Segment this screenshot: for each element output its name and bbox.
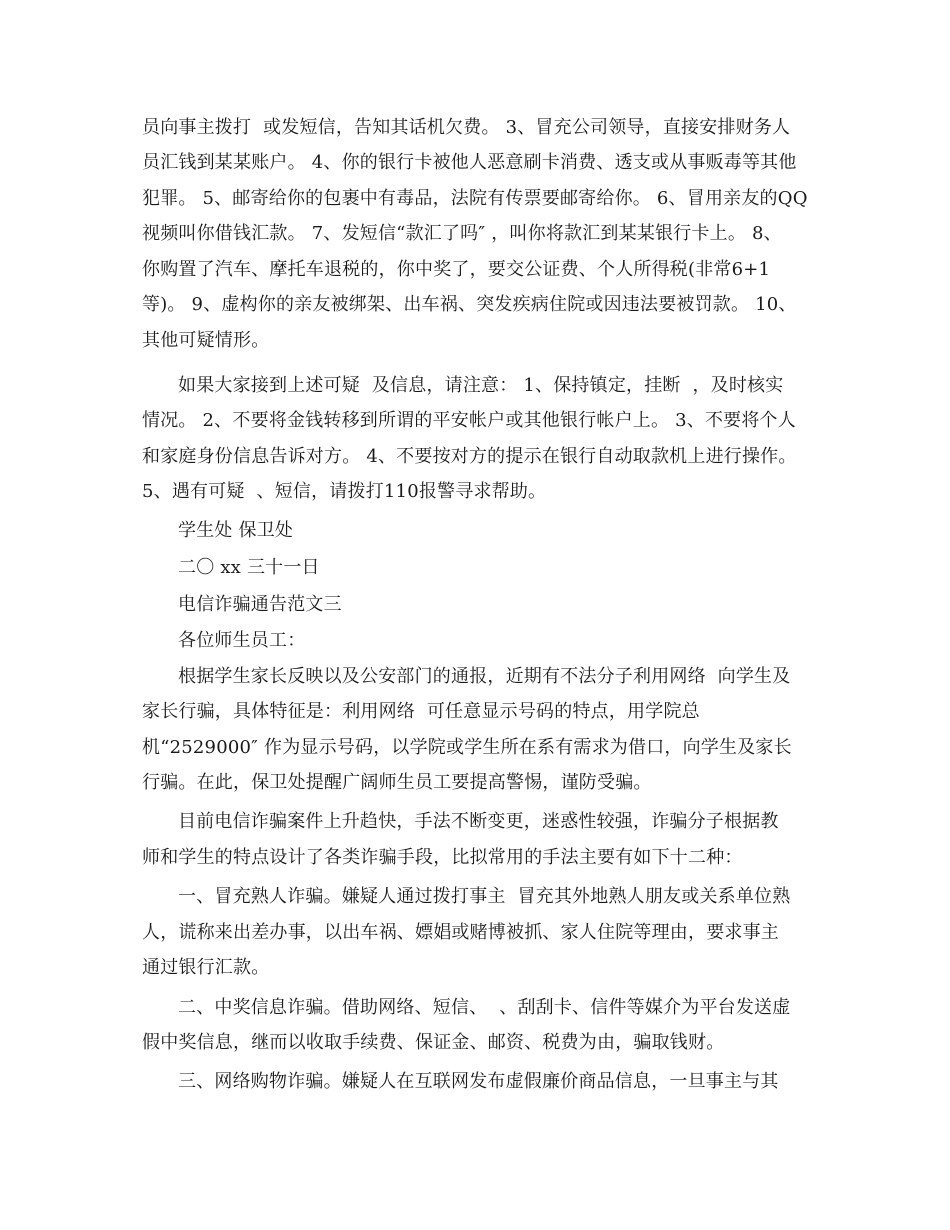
text-line: 家长行骗，具体特征是：利用网络 可任意显示号码的特点，用学院总	[142, 701, 700, 722]
text-line: 你购置了汽车、摩托车退税的，你中奖了，要交公证费、个人所得税(非常6+1	[142, 259, 771, 280]
signature-department: 学生处 保卫处	[178, 520, 294, 541]
text-line: 师和学生的特点设计了各类诈骗手段，比拟常用的手法主要有如下十二种：	[142, 847, 743, 868]
text-line: 假中奖信息，继而以收取手续费、保证金、邮资、税费为由，骗取钱财。	[142, 1032, 725, 1053]
paragraph-start: 目前电信诈骗案件上升趋快，手法不断变更，迷惑性较强，诈骗分子根据教	[178, 811, 779, 832]
text-line: 等)。 9、虚构你的亲友被绑架、出车祸、突发疾病住院或因违法要被罚款。 10、	[142, 294, 797, 315]
paragraph-start: 三、网络购物诈骗。嫌疑人在互联网发布虚假廉价商品信息，一旦事主与其	[178, 1071, 779, 1092]
text-line: 情况。 2、不要将金钱转移到所谓的平安帐户或其他银行帐户上。 3、不要将个人	[142, 410, 796, 431]
paragraph-start: 二、中奖信息诈骗。借助网络、短信、 、刮刮卡、信件等媒介为平台发送虚	[178, 997, 791, 1018]
text-line: 犯罪。 5、邮寄给你的包裹中有毒品，法院有传票要邮寄给你。 6、冒用亲友的QQ	[142, 188, 808, 209]
salutation: 各位师生员工：	[178, 630, 306, 651]
text-line: 人，谎称来出差办事，以出车祸、嫖娼或赌博被抓、家人住院等理由，要求事主	[142, 922, 779, 943]
text-line: 员向事主拨打 或发短信，告知其话机欠费。 3、冒充公司领导，直接安排财务人	[142, 117, 791, 138]
paragraph-start: 一、冒充熟人诈骗。嫌疑人通过拨打事主 冒充其外地熟人朋友或关系单位熟	[178, 886, 791, 907]
paragraph-start: 根据学生家长反映以及公安部门的通报，近期有不法分子利用网络 向学生及	[178, 666, 791, 687]
text-line: 视频叫你借钱汇款。 7、发短信“款汇了吗″ ，叫你将款汇到某某银行卡上。 8、	[142, 223, 782, 244]
text-line: 机“2529000″ 作为显示号码，以学院或学生所在系有需求为借口，向学生及家长	[142, 737, 792, 758]
text-line: 其他可疑情形。	[142, 330, 270, 351]
text-line: 和家庭身份信息告诉对方。 4、不要按对方的提示在银行自动取款机上进行操作。	[142, 446, 797, 467]
text-line: 5、遇有可疑 、短信，请拨打110报警寻求帮助。	[142, 481, 547, 502]
text-line: 行骗。在此，保卫处提醒广阔师生员工要提高警惕，谨防受骗。	[142, 772, 652, 793]
paragraph-start: 如果大家接到上述可疑 及信息，请注意： 1、保持镇定，挂断 ，及时核实	[178, 375, 784, 396]
text-line: 员汇钱到某某账户。 4、你的银行卡被他人恶意刷卡消费、透支或从事贩毒等其他	[142, 152, 797, 173]
section-title: 电信诈骗通告范文三	[178, 594, 342, 615]
signature-date: 二〇 xx 三十一日	[178, 557, 320, 578]
text-line: 通过银行汇款。	[142, 957, 270, 978]
